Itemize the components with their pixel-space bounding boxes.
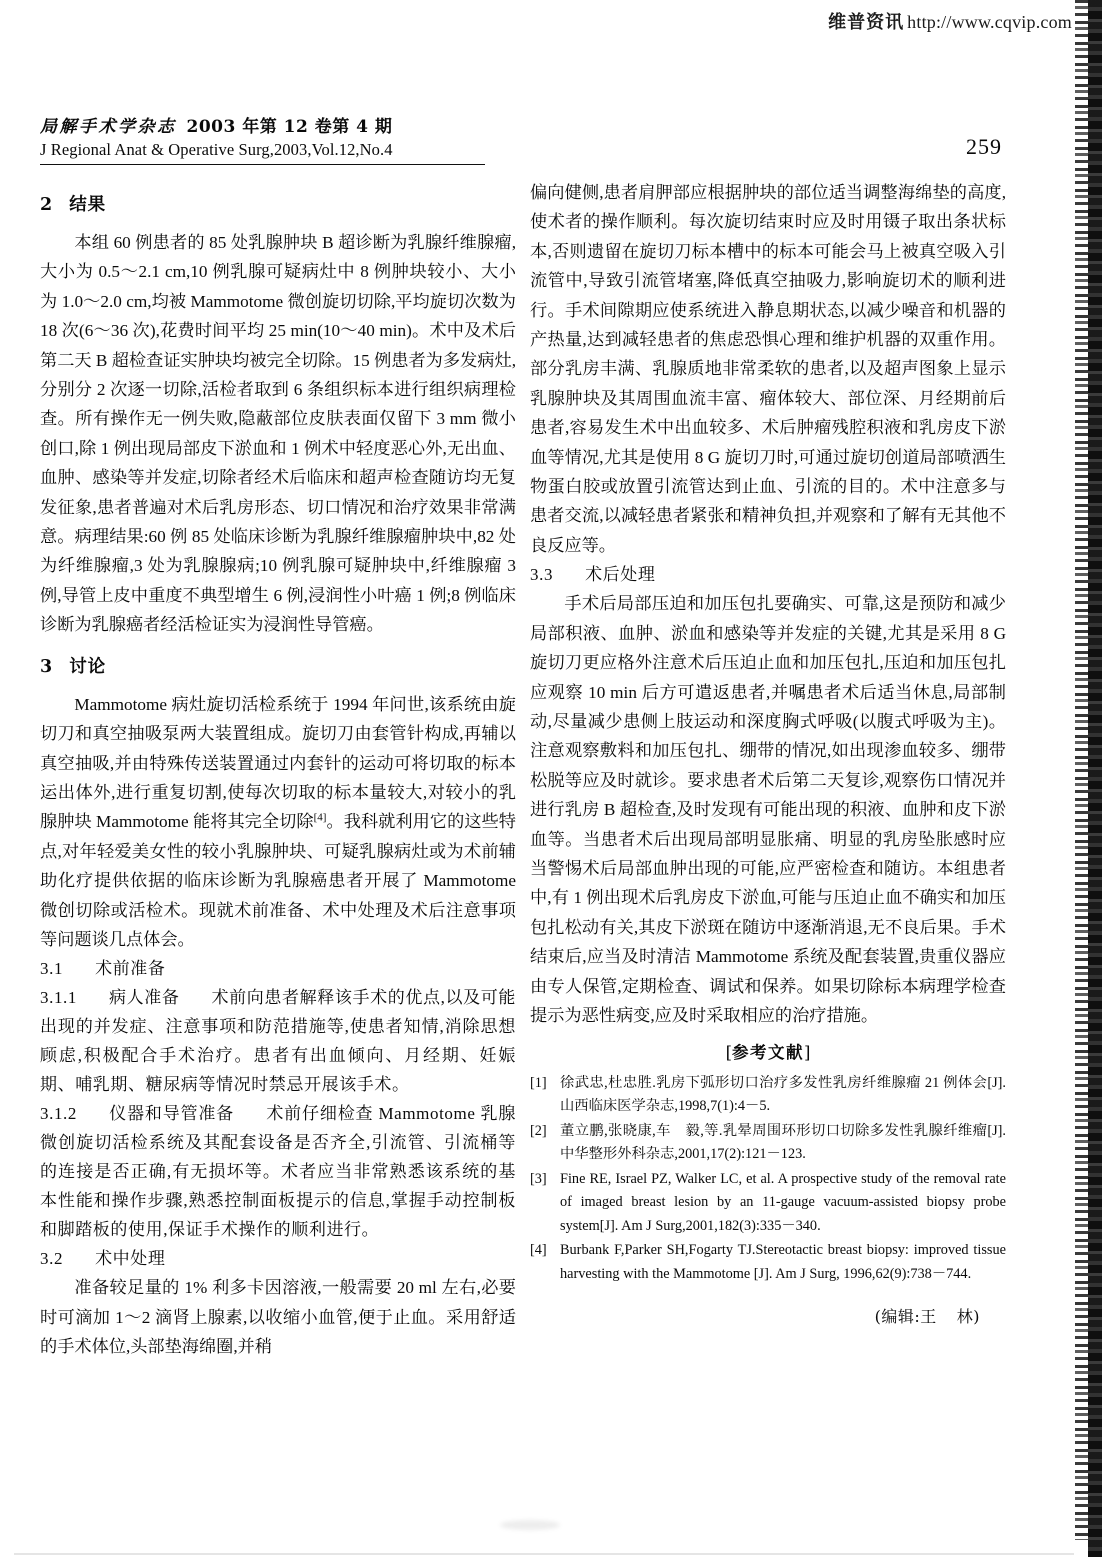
section-number-2: 2	[40, 195, 54, 215]
watermark-cn-text: 维普资讯	[828, 12, 905, 33]
journal-running-head	[40, 112, 510, 165]
references-list	[530, 1072, 1006, 1287]
subsection-number-3-1: 3.1	[40, 959, 64, 979]
section-number-3: 3	[40, 656, 54, 677]
subsection-title-3-1-2: 仪器和导管准备	[109, 1104, 235, 1124]
discussion-paragraph	[40, 690, 516, 955]
subsection-title-3-2: 术中处理	[95, 1249, 166, 1269]
scan-edge-noise	[1075, 0, 1088, 1540]
reference-number: [2]	[530, 1122, 547, 1139]
reference-number: [1]	[530, 1074, 547, 1091]
scan-edge-dark-band	[1088, 0, 1102, 1557]
reference-item	[530, 1239, 1006, 1286]
left-column	[40, 178, 516, 1362]
reference-item	[530, 1168, 1006, 1239]
page-number: 259	[966, 134, 1002, 159]
discussion-text-part1: Mammotome 病灶旋切活检系统于 1994 年问世,该系统由旋切刀和真空抽吸泵两大装置组成。旋切刀由套管针构成,再辅以真空抽吸,并由特殊传送装置通过内套针的运动可将切取的标本运出体外,进行重复切割,使每次切取的标本量较大,对较小的乳腺肿块 Mammotome 能将其完全切除	[40, 694, 516, 832]
scan-bottom-mark	[14, 1553, 1074, 1555]
references-heading-text: 参考文献	[732, 1043, 804, 1063]
subsection-title-3-3: 术后处理	[585, 565, 656, 585]
reference-text: 董立鹏,张晓康,车 毅,等.乳晕周围环形切口切除多发性乳腺纤维瘤[J].中华整形外科杂志,2001,17(2):121－123.	[560, 1122, 1006, 1163]
reference-item	[530, 1072, 1006, 1119]
journal-title-en: J Regional Anat & Operative Surg,2003,Vol.12,No.4	[40, 140, 485, 165]
section-heading-results	[40, 192, 516, 218]
continued-paragraph: 偏向健侧,患者肩胛部应根据肿块的部位适当调整海绵垫的高度,使术者的操作顺利。每次旋切结束时应及时用镊子取出条状标本,否则遗留在旋切刀标本槽中的标本可能会马上被真空吸入引流管中,导致引流管堵塞,降低真空抽吸力,影响旋切术的顺利进行。手术间隙期应使系统进入静息期状态,以减少噪音和机器的产热量,达到减轻患者的焦虑恐惧心理和维护机器的双重作用。部分乳房丰满、乳腺质地非常柔软的患者,以及超声图象上显示乳腺肿块及其周围血流丰富、瘤体较大、部位深、月经期前后患者,容易发生术中出血较多、术后肿瘤残腔积液和乳房皮下淤血等情况,尤其是使用 8 G 旋切刀时,可通过旋切创道局部喷洒生物蛋白胶或放置引流管达到止血、引流的目的。术中注意多与患者交流,以减轻患者紧张和精神负担,并观察和了解有无其他不良反应等。	[530, 183, 1006, 555]
watermark-url: http://www.cqvip.com	[907, 12, 1072, 32]
journal-title-cn: 局解手术学杂志	[40, 117, 177, 137]
cqvip-watermark	[828, 8, 1072, 34]
editor-credit-open: (编辑:王	[874, 1307, 937, 1327]
journal-header-line-cn	[40, 112, 510, 137]
editor-credit	[530, 1302, 1006, 1331]
section-heading-discussion	[40, 654, 516, 680]
reference-text: Burbank F,Parker SH,Fogarty TJ.Stereotactic breast biopsy: improved tissue harvesting with the Mammotome [J]. Am J Surg, 1996,62(9):738－744.	[560, 1242, 1006, 1282]
references-bracket-open: [	[725, 1043, 732, 1063]
subsection-title-3-1: 术前准备	[95, 959, 166, 979]
subsection-heading-3-3	[530, 560, 1006, 589]
subsection-number-3-3: 3.3	[530, 565, 554, 585]
right-column	[530, 178, 1006, 1332]
citation-marker-4: [4]	[313, 811, 327, 824]
subsection-3-1-2	[40, 1099, 516, 1244]
reference-text: 徐武忠,杜忠胜.乳房下弧形切口治疗多发性乳房纤维腺瘤 21 例体会[J].山西临床医学杂志,1998,7(1):4－5.	[560, 1074, 1006, 1115]
references-bracket-close: ]	[804, 1043, 811, 1063]
editor-credit-close: )	[973, 1307, 980, 1327]
discussion-text-part2: 。我科就利用它的这些特点,对年轻爱美女性的较小乳腺肿块、可疑乳腺病灶或为术前辅助化疗提供依据的临床诊断为乳腺癌患者开展了 Mammotome 微创切除或活检术。现就术前准备、术中处理及术后注意事项等问题谈几点体会。	[40, 812, 516, 949]
subsection-3-1-1	[40, 983, 516, 1099]
section-title-2: 结果	[69, 195, 107, 215]
subsection-3-3-body: 手术后局部压迫和加压包扎要确实、可靠,这是预防和减少局部积液、血肿、淤血和感染等并发症的关键,尤其是采用 8 G 旋切刀更应格外注意术后压迫止血和加压包扎,压迫和加压包扎应观察 10 min 后方可遣返患者,并嘱患者术后适当休息,局部制动,尽量减少患侧上肢运动和深度胸式呼吸(以腹式呼吸为主)。注意观察敷料和加压包扎、绷带的情况,如出现渗血较多、绷带松脱等应及时就诊。要求患者术后第二天复诊,观察伤口情况并进行乳房 B 超检查,及时发现有可能出现的积液、血肿和皮下淤血等。当患者术后出现局部明显胀痛、明显的乳房坠胀感时应当警惕术后局部血肿出现的可能,应严密检查和随访。本组患者中,有 1 例出现术后乳房皮下淤血,可能与压迫止血不确实和加压包扎松动有关,其皮下淤斑在随访中逐渐消退,无不良后果。手术结束后,应当及时清洁 Mammotome 系统及配套装置,贵重仪器应由专人保管,定期检查、调试和保养。如果切除标本病理学检查提示为恶性病变,应及时采取相应的治疗措施。	[530, 594, 1006, 1025]
subsection-number-3-1-2: 3.1.2	[40, 1104, 77, 1124]
scan-smudge	[500, 1520, 560, 1530]
subsection-number-3-2: 3.2	[40, 1249, 64, 1269]
references-heading	[530, 1038, 1006, 1067]
section-title-3: 讨论	[69, 656, 107, 677]
journal-issue-cn: 2003 年第 12 卷第 4 期	[186, 117, 393, 137]
reference-number: [3]	[530, 1170, 547, 1187]
editor-name: 林	[956, 1307, 974, 1327]
reference-number: [4]	[530, 1242, 547, 1259]
subsection-3-2-body: 准备较足量的 1% 利多卡因溶液,一般需要 20 ml 左右,必要时可滴加 1～2 滴肾上腺素,以收缩小血管,便于止血。采用舒适的手术体位,头部垫海绵圈,并稍	[40, 1278, 516, 1357]
subsection-heading-3-2	[40, 1244, 516, 1273]
subsection-title-3-1-1: 病人准备	[109, 988, 180, 1008]
subsection-3-1-1-body: 术前向患者解释该手术的优点,以及可能出现的并发症、注意事项和防范措施等,使患者知情,消除思想顾虑,积极配合手术治疗。患者有出血倾向、月经期、妊娠期、哺乳期、糖尿病等情况时禁忌开展该手术。	[40, 988, 516, 1095]
subsection-heading-3-1	[40, 954, 516, 983]
reference-text: Fine RE, Israel PZ, Walker LC, et al. A prospective study of the removal rate of imaged breast lesion by an 11-gauge vacuum-assisted biopsy probe system[J]. Am J Surg,2001,182(3):335－340.	[560, 1170, 1006, 1234]
subsection-number-3-1-1: 3.1.1	[40, 988, 77, 1008]
results-paragraph: 本组 60 例患者的 85 处乳腺肿块 B 超诊断为乳腺纤维腺瘤,大小为 0.5～2.1 cm,10 例乳腺可疑病灶中 8 例肿块较小、大小为 1.0～2.0 cm,均被 Mammotome 微创旋切切除,平均旋切次数为 18 次(6～36 次),花费时间平均 25 min(10～40 min)。术中及术后第二天 B 超检查证实肿块均被完全切除。15 例患者为多发病灶,分别分 2 次逐一切除,活检者取到 6 条组织标本进行组织病理检查。所有操作无一例失败,隐蔽部位皮肤表面仅留下 3 mm 微小创口,除 1 例出现局部皮下淤血和 1 例术中轻度恶心外,无出血、血肿、感染等并发症,切除者经术后临床和超声检查随访均无复发征象,患者普遍对术后乳房形态、切口情况和治疗效果非常满意。病理结果:60 例 85 处临床诊断为乳腺纤维腺瘤肿块中,82 处为纤维腺瘤,3 处为乳腺腺病;10 例乳腺可疑肿块中,纤维腺瘤 3 例,导管上皮中重度不典型增生 6 例,浸润性小叶癌 1 例;8 例临床诊断为乳腺癌者经活检证实为浸润性导管癌。	[40, 233, 516, 635]
reference-item	[530, 1120, 1006, 1167]
subsection-3-1-2-body: 术前仔细检查 Mammotome 乳腺微创旋切活检系统及其配套设备是否齐全,引流管、引流桶等的连接是否正确,有无损坏等。术者应当非常熟悉该系统的基本性能和操作步骤,熟悉控制面板提示的信息,掌握手动控制板和脚踏板的使用,保证手术操作的顺利进行。	[40, 1104, 516, 1240]
